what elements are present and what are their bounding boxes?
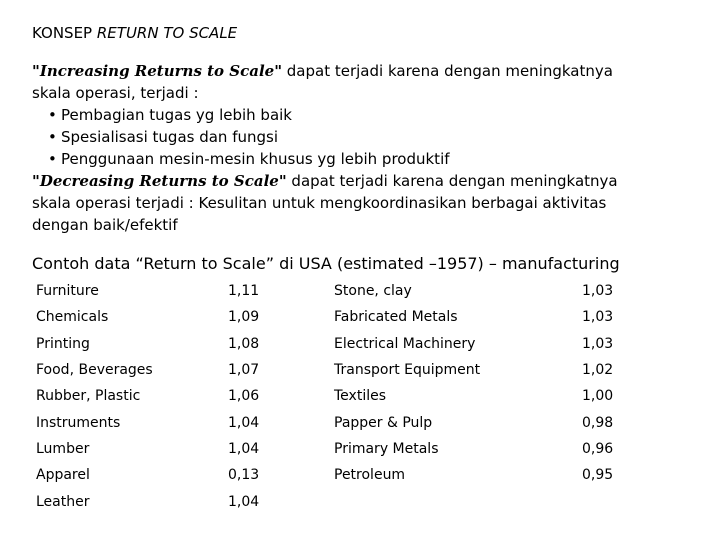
- list-item: • Spesialisasi tugas dan fungsi: [48, 128, 279, 146]
- table-row: [28, 304, 642, 330]
- industry-name: Lumber: [36, 440, 90, 457]
- increasing-bullet-list: [48, 104, 450, 170]
- decreasing-returns-paragraph: [32, 170, 672, 236]
- return-value: 1,06: [228, 388, 260, 405]
- return-value: [582, 488, 642, 514]
- table-row: [28, 409, 642, 435]
- industry-name: Electrical Machinery: [334, 335, 476, 352]
- table-row: [28, 462, 642, 488]
- bullet-icon: •: [48, 128, 57, 146]
- list-item: • Pembagian tugas yg lebih baik: [48, 106, 292, 124]
- table-row: [28, 278, 642, 304]
- table-row: [28, 357, 642, 383]
- return-value: 1,08: [228, 335, 260, 352]
- industry-name: Textiles: [334, 388, 387, 405]
- return-value: 1,09: [228, 309, 260, 326]
- return-value: 1,04: [228, 414, 260, 431]
- table-row: [28, 488, 642, 514]
- increasing-returns-paragraph: [32, 60, 613, 104]
- industry-name: Fabricated Metals: [334, 309, 458, 326]
- industry-name: Instruments: [36, 414, 121, 431]
- return-value: 0,95: [582, 467, 614, 484]
- table-row: [28, 436, 642, 462]
- return-value: 1,07: [228, 362, 260, 379]
- table-row: [28, 331, 642, 357]
- decreasing-text-line1: dapat terjadi karena dengan meningkatnya: [286, 172, 618, 190]
- return-value: 0,98: [582, 414, 614, 431]
- industry-name: Petroleum: [334, 467, 406, 484]
- industry-name: Papper & Pulp: [334, 414, 433, 431]
- industry-name: Rubber, Plastic: [36, 388, 141, 405]
- table-row: [28, 383, 642, 409]
- industry-name: Printing: [36, 335, 90, 352]
- return-value: 1,03: [582, 309, 614, 326]
- return-value: 1,03: [582, 283, 614, 300]
- return-value: 1,11: [228, 283, 260, 300]
- return-value: 0,13: [228, 467, 260, 484]
- return-value: 0,96: [582, 440, 614, 457]
- industry-name: Stone, clay: [334, 283, 412, 300]
- slide-title: [32, 24, 237, 42]
- title-prefix: KONSEP: [32, 24, 93, 42]
- industry-name: Primary Metals: [334, 440, 439, 457]
- return-value: 1,00: [582, 388, 614, 405]
- industry-name: Food, Beverages: [36, 362, 153, 379]
- return-value: 1,04: [228, 440, 260, 457]
- bullet-icon: •: [48, 150, 57, 168]
- industry-name: Chemicals: [36, 309, 109, 326]
- industry-name: Apparel: [36, 467, 90, 484]
- table-heading: Contoh data “Return to Scale” di USA (estimated –1957) – manufacturing: [32, 254, 620, 273]
- list-item: • Penggunaan mesin-mesin khusus yg lebih produktif: [48, 150, 450, 168]
- industry-name: [334, 488, 582, 514]
- increasing-text-line2: skala operasi, terjadi :: [32, 84, 199, 102]
- return-value: 1,02: [582, 362, 614, 379]
- return-value: 1,03: [582, 335, 614, 352]
- increasing-returns-term: "Increasing Returns to Scale": [32, 62, 283, 80]
- title-emphasis: RETURN TO SCALE: [96, 24, 238, 42]
- return-to-scale-table: [28, 278, 642, 515]
- decreasing-text-line2: skala operasi terjadi : Kesulitan untuk mengkoordinasikan berbagai aktivitas: [32, 194, 607, 212]
- return-value: 1,04: [228, 493, 260, 510]
- decreasing-text-line3: dengan baik/efektif: [32, 216, 178, 234]
- industry-name: Furniture: [36, 283, 99, 300]
- increasing-text-line1: dapat terjadi karena dengan meningkatnya: [282, 62, 613, 80]
- industry-name: Leather: [36, 493, 90, 510]
- bullet-icon: •: [48, 106, 57, 124]
- decreasing-returns-term: "Decreasing Returns to Scale": [32, 172, 287, 190]
- industry-name: Transport Equipment: [334, 362, 481, 379]
